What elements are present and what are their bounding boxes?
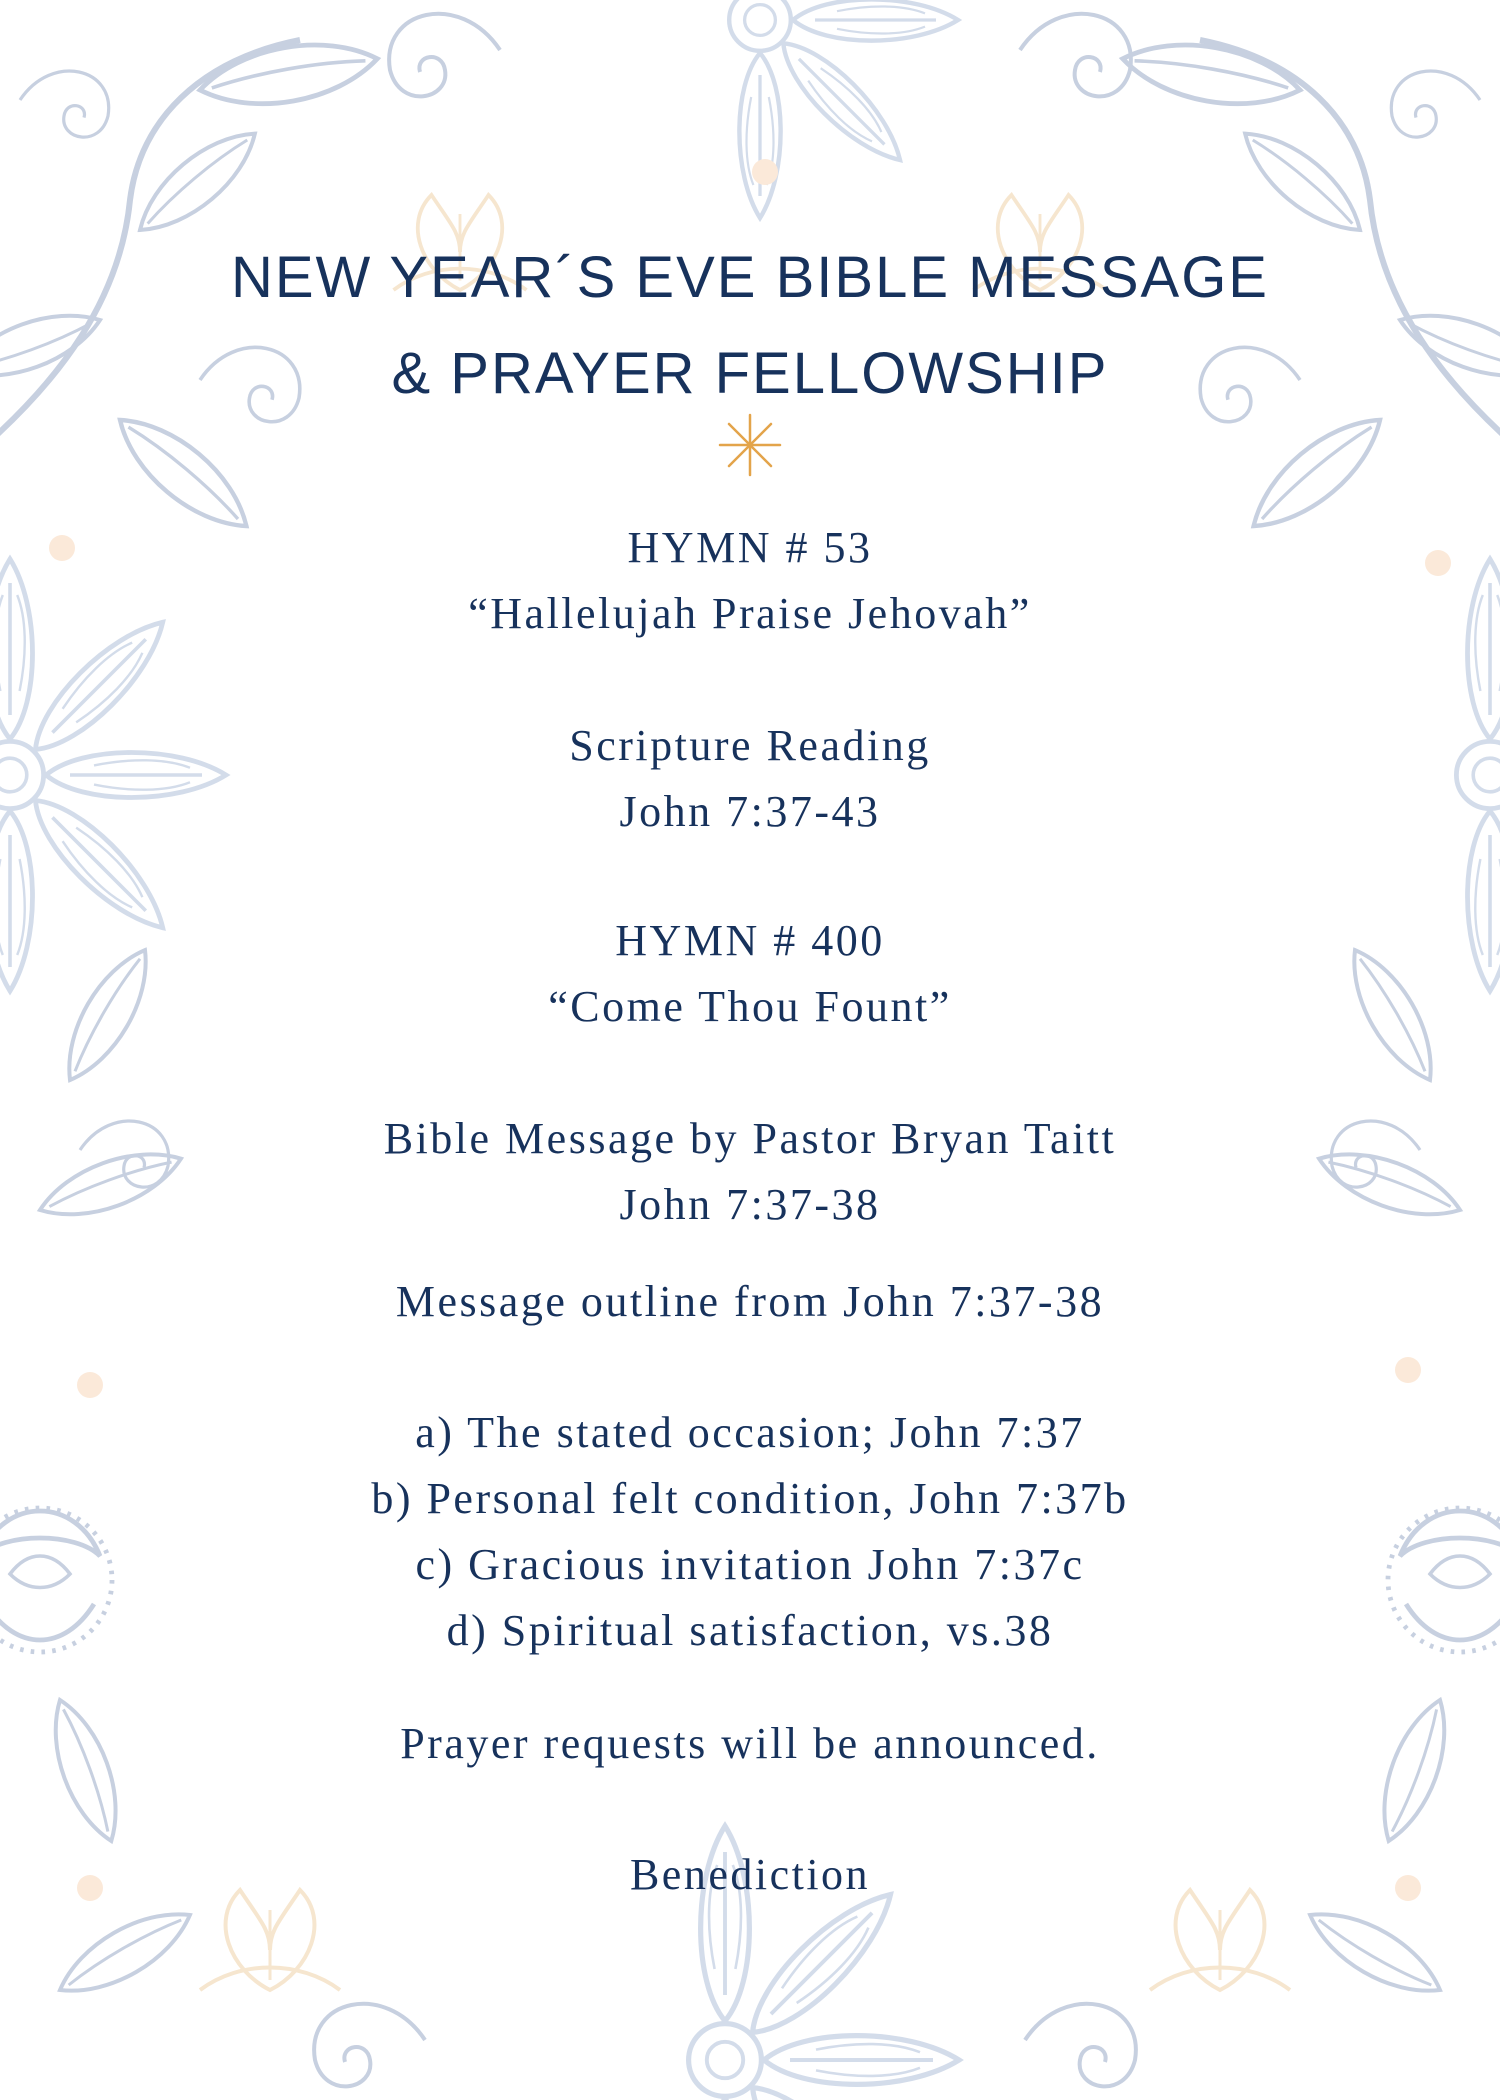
- scripture-heading: Scripture Reading: [569, 721, 931, 770]
- star-icon: [718, 413, 782, 477]
- outline-heading: Message outline from John 7:37-38: [395, 1277, 1105, 1326]
- page-title: [150, 230, 1350, 422]
- message-reference: John 7:37-38: [619, 1180, 881, 1229]
- hymn-2-section: [150, 908, 1350, 1040]
- hymn-1-section: [150, 515, 1350, 647]
- benediction: Benediction: [629, 1850, 871, 1899]
- list-item: a) The stated occasion; John 7:37: [415, 1408, 1085, 1457]
- list-item: c) Gracious invitation John 7:37c: [415, 1540, 1085, 1589]
- title-line-2: & PRAYER FELLOWSHIP: [391, 341, 1109, 406]
- title-line-1: NEW YEAR´S EVE BIBLE MESSAGE: [230, 245, 1269, 310]
- scripture-reference: John 7:37-43: [619, 787, 881, 836]
- message-line: Bible Message by Pastor Bryan Taitt: [383, 1114, 1117, 1163]
- outline-list: [150, 1400, 1350, 1664]
- message-section: [150, 1106, 1350, 1238]
- hymn-2-number: HYMN # 400: [615, 916, 885, 965]
- hymn-2-name: “Come Thou Fount”: [548, 982, 952, 1031]
- list-item: b) Personal felt condition, John 7:37b: [371, 1474, 1129, 1523]
- list-item: d) Spiritual satisfaction, vs.38: [446, 1606, 1054, 1655]
- scripture-section: [150, 713, 1350, 845]
- hymn-1-number: HYMN # 53: [627, 523, 873, 572]
- hymn-1-name: “Hallelujah Praise Jehovah”: [468, 589, 1032, 638]
- prayer-note: Prayer requests will be announced.: [400, 1719, 1100, 1768]
